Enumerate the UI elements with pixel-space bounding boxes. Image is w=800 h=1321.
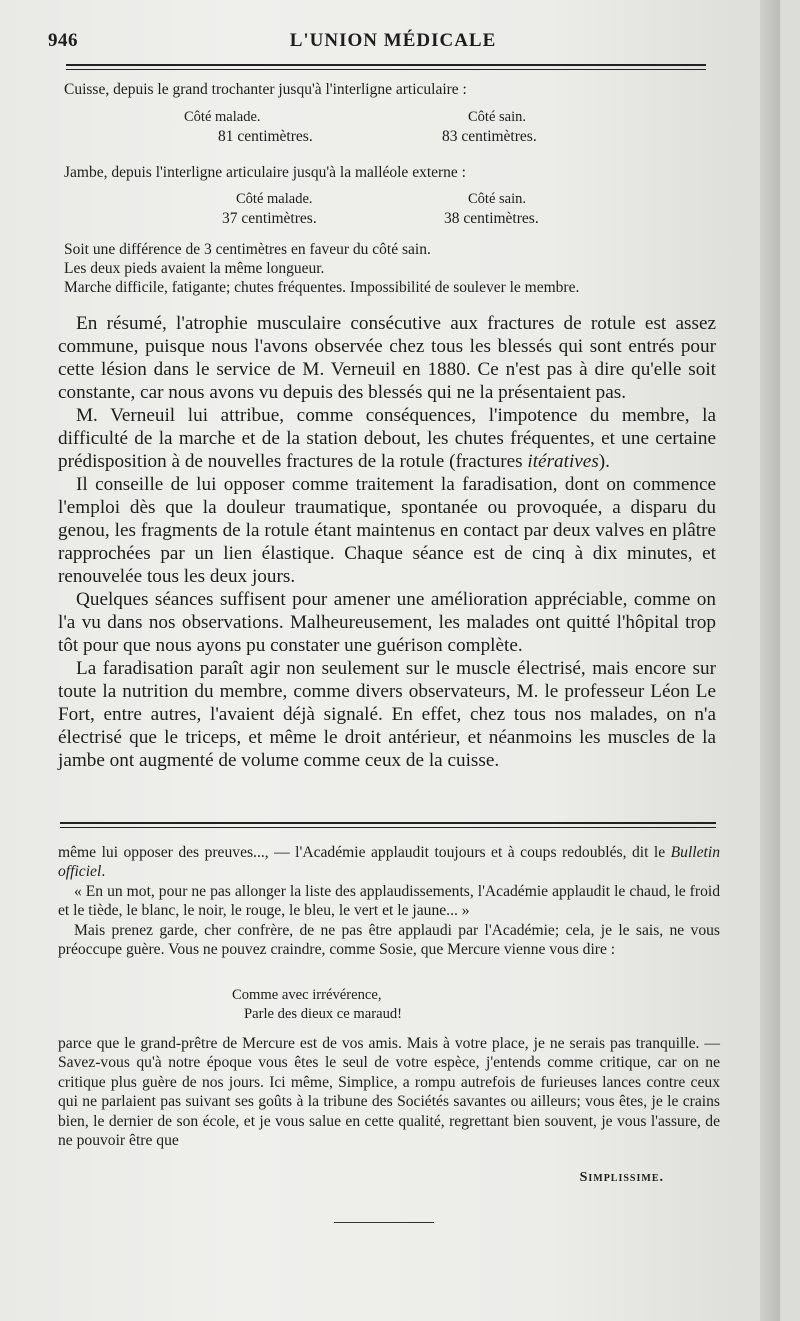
thigh-healthy-label: Côté sain.: [468, 109, 526, 125]
paragraph-resume: En résumé, l'atrophie musculaire consécutive aux fractures de rotule est assez commune, puisque nous l'avons observée chez tous les blessés qui sont entrés pour cette lésion dans le service de M. Verneuil en 1880. Ce n'est pas à dire qu'elle soit constante, car nous avons vu depuis des blessés qui ne la présentaient pas.: [58, 313, 716, 403]
signature: Simplissime.: [579, 1170, 664, 1185]
paragraph-faradisation-effect: La faradisation paraît agir non seulement sur le muscle électrisé, mais encore sur toute la nutrition du membre, comme divers observateurs, M. le professeur Léon Le Fort, entre autres, l'avaient déjà signalé. En effet, chez tous nos malades, on n'a électrisé que le triceps, et même le droit antérieur, et néanmoins les muscles de la jambe ont augmenté de volume comme ceux de la cuisse.: [58, 658, 716, 771]
leg-intro: Jambe, depuis l'interligne articulaire jusqu'à la malléole externe :: [64, 164, 466, 181]
leg-sick-value: 37 centimètres.: [222, 210, 317, 227]
thigh-sick-label: Côté malade.: [184, 109, 261, 125]
term-iteratives: itératives: [527, 451, 599, 472]
leg-healthy-value: 38 centimètres.: [444, 210, 539, 227]
thigh-intro: Cuisse, depuis le grand trochanter jusqu'à l'interligne articulaire :: [64, 81, 467, 98]
page-edge-shadow: [760, 0, 780, 1321]
leg-sick-label: Côté malade.: [236, 191, 313, 207]
feuilleton-para-1-text: même lui opposer des preuves..., — l'Académie applaudit toujours et à coups redoublés, dit le: [58, 844, 671, 861]
bulletin-officiel-title: Bulletin officiel: [58, 844, 720, 881]
feuilleton-para-1-end: .: [101, 863, 106, 881]
feuilleton-para-2: « En un mot, pour ne pas allonger la liste des applaudissements, l'Académie applaudit le chaud, le froid et le tiède, le blanc, le noir, le rouge, le bleu, le vert et le jaune... »: [58, 882, 720, 920]
feuilleton-top: [58, 843, 720, 959]
main-article-body: [58, 312, 716, 772]
page-header: [48, 30, 738, 56]
thigh-healthy-value: 83 centimètres.: [442, 128, 537, 145]
paragraph-verneuil-end: ).: [598, 451, 610, 472]
header-rule: [66, 64, 706, 70]
running-title: L'UNION MÉDICALE: [289, 30, 497, 51]
page-number: 946: [48, 30, 78, 51]
verse-line-2: Parle des dieux ce maraud!: [244, 1006, 403, 1022]
feuilleton-para-4: parce que le grand-prêtre de Mercure est de vos amis. Mais à votre place, je ne serais pas tranquille. — Savez-vous qu'à notre époque vous êtes le seul de votre espèce, j'entends comme critique, car on ne critique plus guère de nos jours. Ici même, Simplice, a rompu autrefois de furieuses lances contre ceux qui ne parlaient pas suivant ses goûts à la tribune des Sociétés savantes ou ailleurs; vous êtes, je le crains bien, le dernier de son école, et je vous salue en cette qualité, regrettant bien souvent, je vous l'assure, de ne pouvoir être que: [58, 1035, 720, 1150]
feuilleton-para-1: [58, 843, 720, 882]
paragraph-verneuil: [58, 404, 716, 473]
summary-walking: Marche difficile, fatigante; chutes fréquentes. Impossibilité de soulever le membre.: [64, 279, 580, 296]
summary-difference: Soit une différence de 3 centimètres en faveur du côté sain.: [64, 241, 431, 258]
verse-line-1: Comme avec irrévérence,: [232, 987, 382, 1003]
thigh-sick-value: 81 centimètres.: [218, 128, 313, 145]
end-rule: [334, 1222, 434, 1223]
paragraph-verneuil-text: M. Verneuil lui attribue, comme conséquences, l'impotence du membre, la difficulté de la marche et de la station debout, les chutes fréquentes, et une certaine prédisposition à de nouvelles fractures de la rotule (fractures: [58, 405, 716, 472]
leg-healthy-label: Côté sain.: [468, 191, 526, 207]
feuilleton-para-3: Mais prenez garde, cher confrère, de ne pas être applaudi par l'Académie; cela, je le sais, ne vous préoccupe guère. Vous ne pouvez craindre, comme Sosie, que Mercure vienne vous dire :: [58, 921, 720, 959]
feuilleton-separator-rule: [60, 822, 716, 828]
paragraph-seances: Quelques séances suffisent pour amener une amélioration appréciable, comme on l'a vu dans nos observations. Malheureusement, les malades ont quitté l'hôpital trop tôt pour que nous ayons pu constater une guérison complète.: [58, 589, 716, 656]
feuilleton-bottom: [58, 1034, 720, 1150]
paragraph-faradisation-treatment: Il conseille de lui opposer comme traitement la faradisation, dont on commence l'emploi dès que la douleur traumatique, spontanée ou provoquée, a disparu du genou, les fragments de la rotule étant maintenus en contact par deux valves en plâtre rapprochées par un lien élastique. Chaque séance est de cinq à dix minutes, et renouvelée tous les deux jours.: [58, 474, 716, 587]
summary-feet: Les deux pieds avaient la même longueur.: [64, 260, 325, 277]
